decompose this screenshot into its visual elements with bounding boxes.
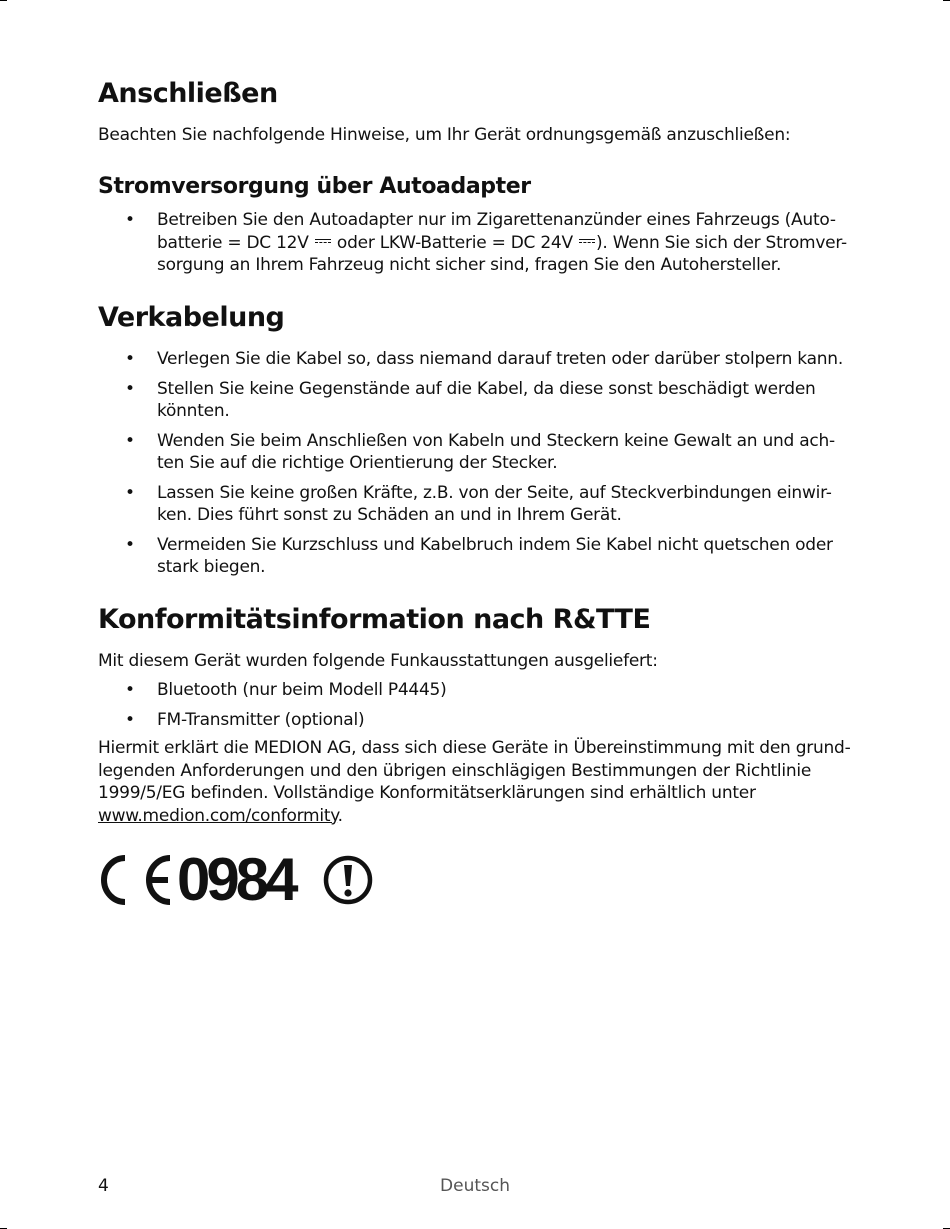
power-text-2: oder LKW-Batterie = DC 24V (336, 232, 573, 253)
radio-equipment-list (98, 679, 858, 738)
heading-stromversorgung: Stromversorgung über Autoadapter (98, 174, 531, 199)
heading-verkabelung: Verkabelung (98, 302, 285, 333)
dc-symbol-icon (579, 239, 595, 246)
power-text-1: Betreiben Sie den Autoadapter nur im Zigarettenanzünder eines Fahrzeugs (Auto-batterie = DC 12V (157, 210, 836, 253)
crop-mark (0, 0, 7, 1)
alert-class2-icon (322, 854, 374, 906)
list-item: • Vermeiden Sie Kurzschluss und Kabelbruch indem Sie Kabel nicht quetschen oder stark biegen. (98, 534, 849, 579)
footer-language: Deutsch (440, 1176, 510, 1196)
cabling-list (98, 348, 858, 586)
notified-body-number: 0984 (177, 846, 295, 913)
ce-mark-icon (98, 850, 174, 910)
list-item: • Lassen Sie keine großen Kräfte, z.B. von der Seite, auf Steckverbindungen einwir-ken. Dies führt sonst zu Schäden an und in Ihrem Gerät. (98, 482, 849, 527)
certification-marks (98, 846, 398, 913)
power-list (98, 209, 858, 284)
conformity-link[interactable]: www.medion.com/conformity (98, 805, 338, 826)
list-item: • FM-Transmitter (optional) (98, 709, 849, 732)
conformity-intro: Mit diesem Gerät wurden folgende Funkausstattungen ausgeliefert: (98, 651, 658, 671)
crop-mark (943, 0, 950, 1)
list-item (98, 209, 849, 277)
dc-symbol-icon (315, 239, 331, 246)
connect-intro: Beachten Sie nachfolgende Hinweise, um Ihr Gerät ordnungsgemäß anzuschließen: (98, 125, 791, 145)
conformity-declaration (98, 737, 854, 827)
heading-konformitaet: Konformitätsinformation nach R&TTE (98, 604, 651, 635)
declaration-text: Hiermit erklärt die MEDION AG, dass sich diese Geräte in Übereinstimmung mit den grund-legenden Anforderungen und den übrigen einschlägigen Bestimmungen der Richtlinie 1999/5/EG befinden. Vollständige Konformitätserklärungen sind erhältlich unter (98, 738, 851, 803)
page-number: 4 (98, 1176, 109, 1196)
power-text-3: ). Wenn Sie sich der Stromver-sorgung an Ihrem Fahrzeug nicht sicher sind, fragen Sie den Autohersteller. (157, 232, 847, 275)
list-item: • Verlegen Sie die Kabel so, dass niemand darauf treten oder darüber stolpern kann. (98, 348, 849, 371)
declaration-suffix: . (337, 805, 343, 826)
list-item: • Stellen Sie keine Gegenstände auf die Kabel, da diese sonst beschädigt werden könnten. (98, 378, 849, 423)
list-item: • Bluetooth (nur beim Modell P4445) (98, 679, 849, 702)
list-item: • Wenden Sie beim Anschließen von Kabeln und Steckern keine Gewalt an und ach-ten Sie auf die richtige Orientierung der Stecker. (98, 430, 849, 475)
heading-anschliessen: Anschließen (98, 78, 278, 109)
